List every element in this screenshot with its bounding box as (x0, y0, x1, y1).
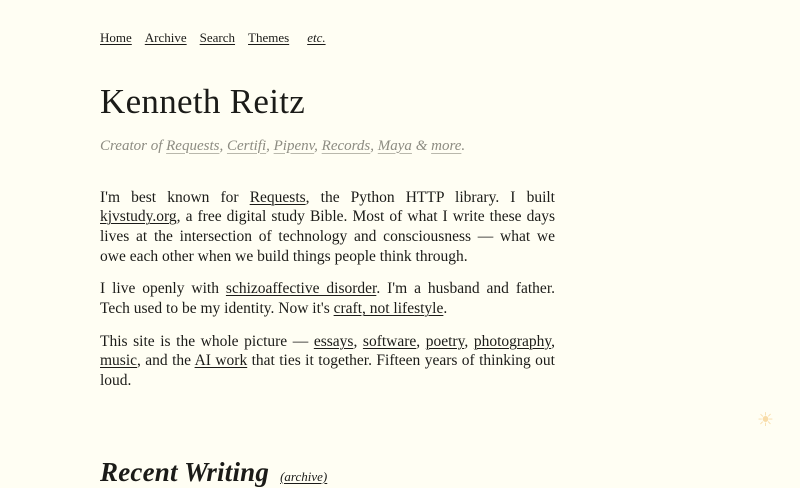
archive-link[interactable]: (archive) (280, 468, 328, 484)
text-run: , (314, 137, 322, 154)
text-run: , (370, 137, 378, 154)
text-run: that ties it together. Fifteen years of thinking out loud. (100, 352, 555, 389)
text-run: . I'm a husband and father. Tech used to be my identity. Now it's (100, 280, 555, 317)
tagline-link-records[interactable]: Records (321, 137, 371, 154)
nav-link-search[interactable]: Search (199, 30, 236, 45)
text-run: This site is the whole picture — (100, 332, 314, 350)
nav-link-home[interactable]: Home (100, 30, 132, 45)
tagline-link-certifi[interactable]: Certifi (226, 137, 267, 154)
recent-writing-section (100, 457, 555, 488)
link-schizoaffective-disorder[interactable]: schizoaffective disorder (225, 280, 377, 298)
text-run: , (353, 332, 363, 350)
text-run: & (411, 137, 432, 154)
link-kjvstudy[interactable]: kjvstudy.org (100, 208, 177, 226)
link-poetry[interactable]: poetry (425, 332, 465, 350)
tagline-link-pipenv[interactable]: Pipenv (273, 137, 315, 154)
top-nav (100, 30, 555, 46)
tagline-link-maya[interactable]: Maya (377, 137, 412, 154)
text-run: . (461, 137, 466, 154)
tagline (100, 138, 555, 155)
tagline-link-requests[interactable]: Requests (166, 137, 220, 154)
intro-paragraph-2 (100, 279, 555, 318)
link-craft-not-lifestyle[interactable]: craft, not lifestyle (333, 299, 444, 317)
nav-link-themes[interactable]: Themes (248, 30, 290, 45)
intro-paragraph-1 (100, 188, 555, 267)
text-run: , (416, 332, 426, 350)
nav-link-etc[interactable]: etc. (307, 30, 326, 45)
text-run: , and the (137, 352, 195, 370)
recent-writing-heading: Recent Writing (100, 456, 270, 487)
text-run: I live openly with (100, 280, 226, 298)
nav-link-archive[interactable]: Archive (144, 30, 187, 45)
page-title: Kenneth Reitz (100, 82, 306, 121)
link-ai-work[interactable]: AI work (194, 352, 248, 370)
page-container (100, 0, 555, 488)
text-run: Creator of (100, 137, 167, 154)
link-photography[interactable]: photography (473, 332, 552, 350)
text-run: , (464, 332, 474, 350)
sun-icon[interactable]: ☀ (756, 409, 774, 431)
link-software[interactable]: software (362, 332, 417, 350)
text-run: , a free digital study Bible. Most of what I write these days lives at the intersection of technology and consciousness — what we owe each other when we build things people think through. (100, 208, 555, 265)
text-run: , (266, 137, 274, 154)
intro-paragraph-3 (100, 332, 555, 391)
link-requests[interactable]: Requests (249, 188, 306, 206)
text-run: , (219, 137, 227, 154)
text-run: . (443, 299, 448, 317)
tagline-link-more[interactable]: more (431, 137, 462, 154)
text-run: , (551, 332, 556, 350)
link-essays[interactable]: essays (313, 332, 354, 350)
text-run: I'm best known for (100, 188, 250, 206)
link-music[interactable]: music (100, 352, 138, 370)
text-run: , the Python HTTP library. I built (305, 188, 555, 206)
